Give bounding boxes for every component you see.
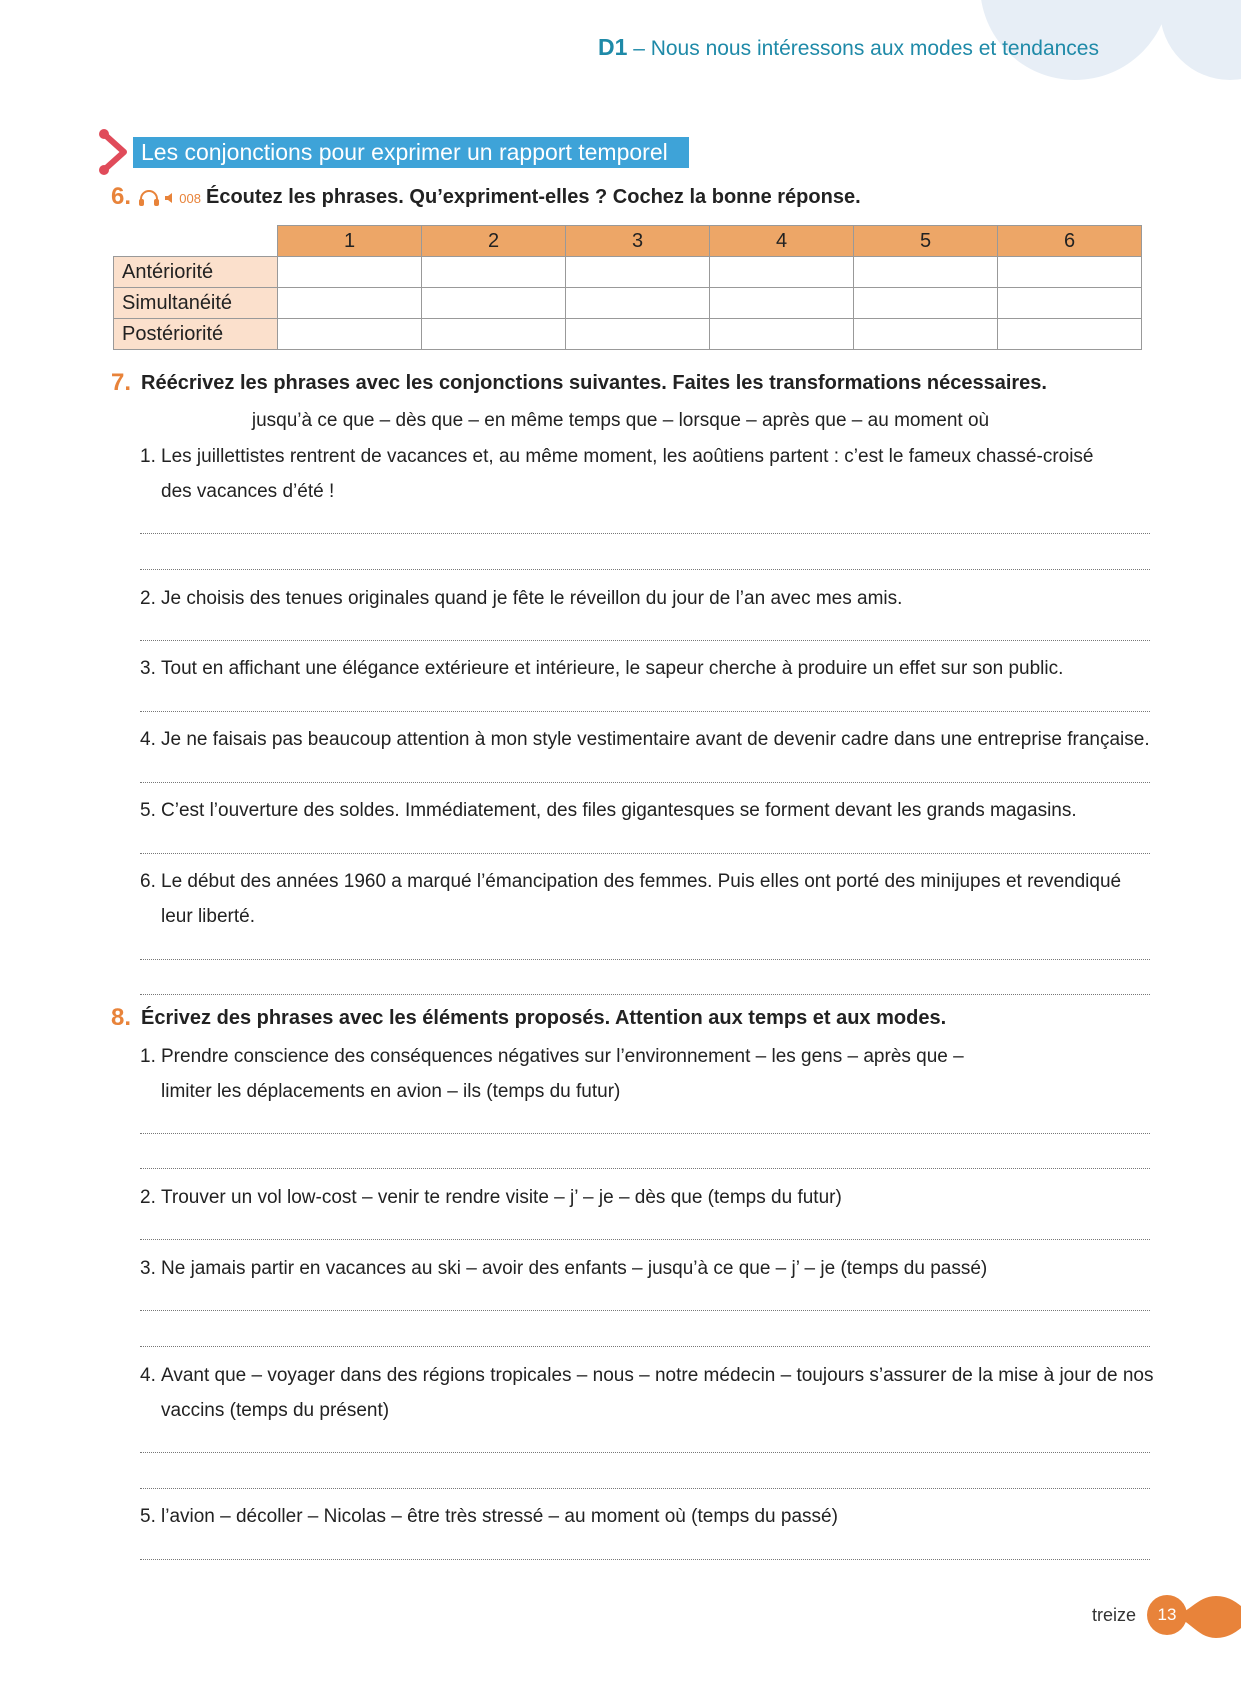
- grid-corner: [114, 226, 278, 257]
- grid-checkbox-cell[interactable]: [566, 257, 710, 288]
- page-header: [598, 34, 1099, 61]
- exercise-7-number: 7.: [111, 369, 132, 396]
- grid-checkbox-cell[interactable]: [710, 257, 854, 288]
- ex8-item-3: 3. Ne jamais partir en vacances au ski – avoir des enfants – jusqu’à ce que – j’ – je (temps du passé): [140, 1258, 988, 1279]
- exercise-7-instruction: Réécrivez les phrases avec les conjonctions suivantes. Faites les transformations nécessaires.: [141, 372, 1047, 394]
- ex7-item-2: 2. Je choisis des tenues originales quand je fête le réveillon du jour de l’an avec mes amis.: [140, 588, 903, 609]
- ex8-item-4: 4. Avant que – voyager dans des régions tropicales – nous – notre médecin – toujours s’assurer de la mise à jour de nos vaccins (temps du présent): [140, 1365, 1154, 1421]
- grid-checkbox-cell[interactable]: [710, 319, 854, 350]
- section-title: Les conjonctions pour exprimer un rapport temporel: [133, 137, 689, 168]
- answer-line[interactable]: [140, 959, 1150, 960]
- ex7-item-6: 6. Le début des années 1960 a marqué l’émancipation des femmes. Puis elles ont porté des minijupes et revendiqué leur liberté.: [140, 871, 1122, 927]
- ex8-item-5: 5. l’avion – décoller – Nicolas – être très stressé – au moment où (temps du passé): [140, 1506, 838, 1527]
- ex7-item-1: 1. Les juillettistes rentrent de vacances et, au même moment, les aoûtiens partent : c’est le fameux chassé-croisé des vacances d’été !: [140, 446, 1094, 502]
- audio-track-number: 008: [179, 191, 201, 206]
- grid-col-header: 2: [422, 226, 566, 257]
- answer-line[interactable]: [140, 1488, 1150, 1489]
- grid-checkbox-cell[interactable]: [998, 257, 1142, 288]
- grid-row-label: Simultanéité: [114, 288, 278, 319]
- grid-checkbox-cell[interactable]: [422, 257, 566, 288]
- conjunctions-list: jusqu’à ce que – dès que – en même temps que – lorsque – après que – au moment où: [251, 410, 990, 431]
- exercise-8-instruction: Écrivez des phrases avec les éléments proposés. Attention aux temps et aux modes.: [141, 1007, 947, 1029]
- grid-checkbox-cell[interactable]: [566, 288, 710, 319]
- grid-checkbox-cell[interactable]: [566, 319, 710, 350]
- section-logo-icon: [98, 128, 138, 176]
- ex8-item-1: 1. Prendre conscience des conséquences négatives sur l’environnement – les gens – après que – limiter les déplacements en avion – ils (temps du futur): [140, 1046, 964, 1102]
- exercise-6-instruction: Écoutez les phrases. Qu’expriment-elles ? Cochez la bonne réponse.: [206, 186, 861, 208]
- grid-checkbox-cell[interactable]: [278, 257, 422, 288]
- grid-row-label: Postériorité: [114, 319, 278, 350]
- answer-line[interactable]: [140, 1168, 1150, 1169]
- answer-line[interactable]: [140, 640, 1150, 641]
- headphones-icon: [138, 189, 160, 207]
- answer-line[interactable]: [140, 711, 1150, 712]
- page-word: treize: [1091, 1605, 1136, 1625]
- answer-grid: [113, 225, 1142, 350]
- header-code: D1: [597, 34, 628, 60]
- grid-checkbox-cell[interactable]: [854, 257, 998, 288]
- grid-checkbox-cell[interactable]: [422, 288, 566, 319]
- answer-line[interactable]: [140, 1239, 1150, 1240]
- answer-line[interactable]: [140, 1452, 1150, 1453]
- audio-track[interactable]: [138, 189, 201, 207]
- grid-checkbox-cell[interactable]: [854, 319, 998, 350]
- exercise-8-number: 8.: [111, 1004, 132, 1031]
- grid-checkbox-cell[interactable]: [998, 319, 1142, 350]
- grid-col-header: 1: [278, 226, 422, 257]
- grid-col-header: 3: [566, 226, 710, 257]
- header-title: – Nous nous intéressons aux modes et tendances: [633, 37, 1099, 60]
- answer-line[interactable]: [140, 1559, 1150, 1560]
- speaker-icon: [164, 191, 176, 205]
- exercise-6-number: 6.: [111, 183, 132, 210]
- grid-row-label: Antériorité: [114, 257, 278, 288]
- grid-checkbox-cell[interactable]: [710, 288, 854, 319]
- ex7-item-4: 4. Je ne faisais pas beaucoup attention à mon style vestimentaire avant de devenir cadre dans une entreprise française.: [140, 729, 1150, 750]
- ex7-item-3: 3. Tout en affichant une élégance extérieure et intérieure, le sapeur cherche à produire un effet sur son public.: [140, 658, 1064, 679]
- answer-line[interactable]: [140, 1310, 1150, 1311]
- ex8-item-2: 2. Trouver un vol low-cost – venir te rendre visite – j’ – je – dès que (temps du futur): [140, 1187, 842, 1208]
- answer-line[interactable]: [140, 1346, 1150, 1347]
- answer-line[interactable]: [140, 994, 1150, 995]
- page-number: 13: [1147, 1595, 1187, 1635]
- decorative-circle-top-right: [1160, 0, 1241, 80]
- answer-line[interactable]: [140, 1133, 1150, 1134]
- answer-line[interactable]: [140, 569, 1150, 570]
- ex7-item-5: 5. C’est l’ouverture des soldes. Immédiatement, des files gigantesques se forment devant les grands magasins.: [140, 800, 1077, 821]
- grid-col-header: 4: [710, 226, 854, 257]
- grid-checkbox-cell[interactable]: [422, 319, 566, 350]
- answer-line[interactable]: [140, 853, 1150, 854]
- grid-checkbox-cell[interactable]: [854, 288, 998, 319]
- grid-checkbox-cell[interactable]: [998, 288, 1142, 319]
- grid-col-header: 5: [854, 226, 998, 257]
- answer-line[interactable]: [140, 533, 1150, 534]
- grid-col-header: 6: [998, 226, 1142, 257]
- grid-checkbox-cell[interactable]: [278, 319, 422, 350]
- grid-checkbox-cell[interactable]: [278, 288, 422, 319]
- answer-line[interactable]: [140, 782, 1150, 783]
